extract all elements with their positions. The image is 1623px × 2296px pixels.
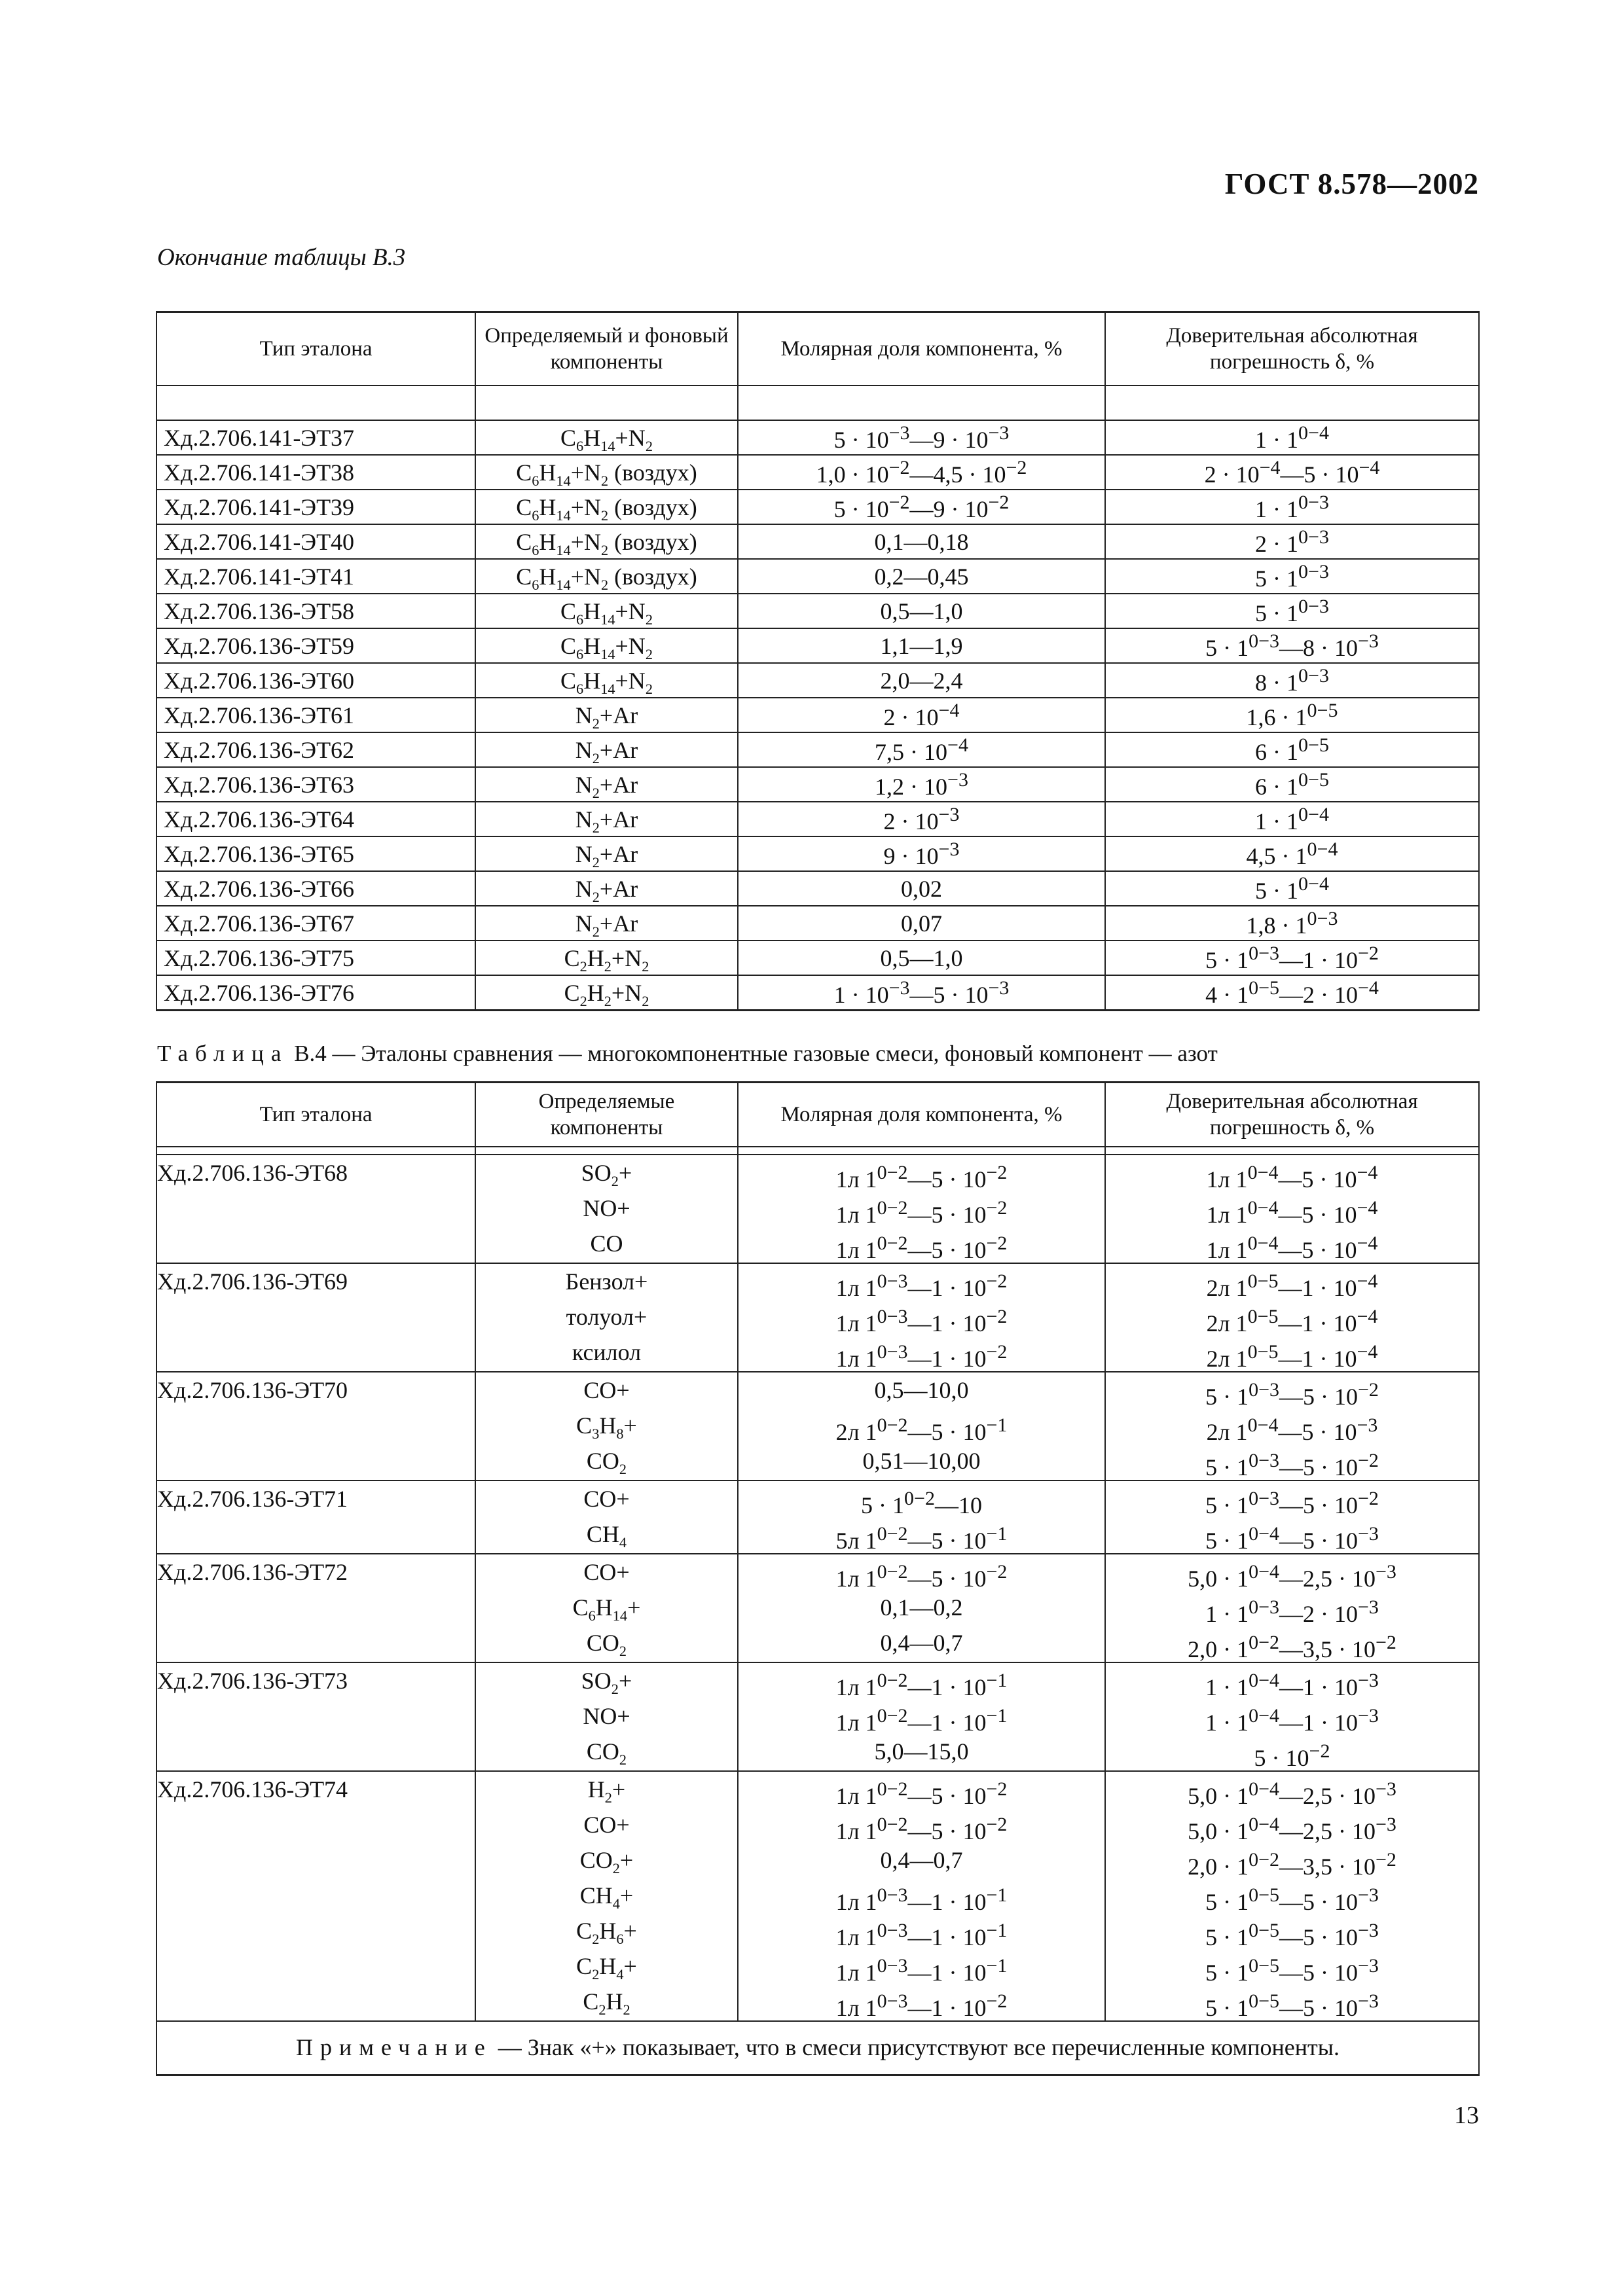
standard-type-cell: Хд.2.706.136-ЭТ58 (156, 594, 475, 628)
components-cell (475, 1771, 738, 2021)
molar-fraction-item: 0,4—0,7 (880, 1630, 963, 1656)
components-cell: $C_6H_{14}+N_2$ (475, 420, 738, 455)
error-cell: $1 \cdot 1^{0-3}$ (1105, 490, 1479, 524)
component-item: CO+ (583, 1486, 630, 1512)
standard-type-cell: Хд.2.706.136-ЭТ68 (156, 1155, 475, 1263)
component-item: $C_3H_8+$ (576, 1412, 637, 1442)
molar-fraction-item: $5 \cdot 1^{0-2}—10$ (861, 1488, 982, 1518)
error-item: $5,0 \cdot 1^{0-4}—2,5 \cdot 10^{-3}$ (1188, 1778, 1396, 1809)
components-cell (475, 1554, 738, 1662)
table-row (156, 1263, 1479, 1372)
components-cell: $C_6H_{14}+N_2$ (475, 663, 738, 698)
table-row (156, 559, 1479, 594)
components-cell: $N_2+Ar$ (475, 836, 738, 871)
error-item: $5,0 \cdot 1^{0-4}—2,5 \cdot 10^{-3}$ (1188, 1814, 1396, 1844)
component-item: $CO_2$ (586, 1448, 627, 1477)
standard-type-cell: Хд.2.706.136-ЭТ60 (156, 663, 475, 698)
table-row (156, 420, 1479, 455)
molar-fraction-item: 1л $1^{0-3}—1 \cdot 10^{-1}$ (835, 1955, 1008, 1986)
error-cell: $5 \cdot 1^{0-3}$ (1105, 594, 1479, 628)
molar-fraction-cell: $1,2 \cdot 10^{-3}$ (738, 767, 1105, 802)
standard-type-cell: Хд.2.706.136-ЭТ63 (156, 767, 475, 802)
components-cell: $C_2H_2+N_2$ (475, 941, 738, 975)
component-item: CO (590, 1230, 623, 1257)
table-note (156, 2021, 1479, 2075)
components-cell (475, 1372, 738, 1480)
molar-fraction-item: 1л $1^{0-2}—1 \cdot 10^{-1}$ (835, 1670, 1008, 1700)
component-item: NO+ (583, 1703, 630, 1729)
component-item: $CO_2$ (586, 1738, 627, 1768)
standard-type-cell: Хд.2.706.136-ЭТ64 (156, 802, 475, 836)
components-cell: $C_6H_{14}+N_2$ (475, 594, 738, 628)
component-item: Бензол+ (565, 1268, 648, 1295)
error-item: 2л $1^{0-5}—1 \cdot 10^{-4}$ (1206, 1270, 1378, 1301)
molar-fraction-item: 0,51—10,00 (862, 1448, 981, 1474)
table-row (156, 663, 1479, 698)
molar-fraction-cell: 0,5—1,0 (738, 594, 1105, 628)
molar-fraction-item: 1л $1^{0-2}—5 \cdot 10^{-2}$ (835, 1232, 1008, 1263)
components-cell: $C_6H_{14}+N_2$ (воздух) (475, 524, 738, 559)
molar-fraction-item: 0,5—10,0 (874, 1377, 969, 1403)
molar-fraction-item: 5л $1^{0-2}—5 \cdot 10^{-1}$ (835, 1523, 1008, 1554)
table-row (156, 524, 1479, 559)
error-item: $5 \cdot 1^{0-5}—5 \cdot 10^{-3}$ (1205, 1920, 1379, 1950)
error-item: $5 \cdot 1^{0-3}—5 \cdot 10^{-2}$ (1205, 1488, 1379, 1518)
components-cell: $C_6H_{14}+N_2$ (воздух) (475, 559, 738, 594)
components-cell (475, 1263, 738, 1372)
standard-type-cell: Хд.2.706.141-ЭТ39 (156, 490, 475, 524)
molar-fraction-cell: $5 \cdot 10^{-3}—9 \cdot 10^{-3}$ (738, 420, 1105, 455)
table-row (156, 594, 1479, 628)
error-cell (1105, 1771, 1479, 2021)
page-number: 13 (1454, 2102, 1479, 2129)
column-header: Доверительная абсолютная погрешность δ, % (1105, 312, 1479, 386)
components-cell: $C_6H_{14}+N_2$ (воздух) (475, 455, 738, 490)
error-item: $5 \cdot 1^{0-3}—5 \cdot 10^{-2}$ (1205, 1450, 1379, 1480)
standard-type-cell: Хд.2.706.136-ЭТ61 (156, 698, 475, 732)
table-row (156, 767, 1479, 802)
table-row (156, 836, 1479, 871)
table-row (156, 1155, 1479, 1263)
components-cell: $N_2+Ar$ (475, 906, 738, 941)
error-item: 2л $1^{0-5}—1 \cdot 10^{-4}$ (1206, 1341, 1378, 1372)
components-cell (475, 1155, 738, 1263)
table-row (156, 1372, 1479, 1480)
molar-fraction-item: 1л $1^{0-3}—1 \cdot 10^{-2}$ (835, 1306, 1008, 1336)
component-item: $C_6H_{14}+$ (572, 1594, 641, 1624)
error-item: $2,0 \cdot 1^{0-2}—3,5 \cdot 10^{-2}$ (1188, 1632, 1396, 1662)
molar-fraction-cell (738, 1771, 1105, 2021)
molar-fraction-item: 1л $1^{0-3}—1 \cdot 10^{-2}$ (835, 1341, 1008, 1372)
table-continuation-label: Окончание таблицы В.3 (157, 244, 406, 271)
error-cell: $1,8 \cdot 1^{0-3}$ (1105, 906, 1479, 941)
component-item: ксилол (572, 1339, 642, 1365)
components-cell: $C_6H_{14}+N_2$ (475, 628, 738, 663)
error-item: 1л $1^{0-4}—5 \cdot 10^{-4}$ (1206, 1232, 1378, 1263)
standard-type-cell: Хд.2.706.136-ЭТ66 (156, 871, 475, 906)
error-cell (1105, 1662, 1479, 1771)
molar-fraction-cell (738, 1662, 1105, 1771)
components-cell: $N_2+Ar$ (475, 732, 738, 767)
components-cell (475, 1480, 738, 1554)
error-item: $2,0 \cdot 1^{0-2}—3,5 \cdot 10^{-2}$ (1188, 1849, 1396, 1880)
molar-fraction-cell: 2,0—2,4 (738, 663, 1105, 698)
component-item: NO+ (583, 1195, 630, 1221)
error-cell: $5 \cdot 1^{0-3}—8 \cdot 10^{-3}$ (1105, 628, 1479, 663)
error-item: 2л $1^{0-5}—1 \cdot 10^{-4}$ (1206, 1306, 1378, 1336)
error-cell: $6 \cdot 1^{0-5}$ (1105, 767, 1479, 802)
caption-word: Таблица (157, 1041, 289, 1066)
error-item: $1 \cdot 1^{0-4}—1 \cdot 10^{-3}$ (1205, 1705, 1379, 1736)
molar-fraction-item: 1л $1^{0-3}—1 \cdot 10^{-1}$ (835, 1920, 1008, 1950)
components-cell (475, 1662, 738, 1771)
column-header: Доверительная абсолютная погрешность δ, % (1105, 1083, 1479, 1147)
molar-fraction-item: 1л $1^{0-2}—5 \cdot 10^{-2}$ (835, 1162, 1008, 1193)
table-row (156, 732, 1479, 767)
molar-fraction-item: 1л $1^{0-3}—1 \cdot 10^{-1}$ (835, 1884, 1008, 1915)
molar-fraction-cell (738, 1372, 1105, 1480)
column-header: Тип эталона (156, 312, 475, 386)
error-cell (1105, 1263, 1479, 1372)
table-note-row (156, 2021, 1479, 2075)
table-b4-caption (157, 1041, 1218, 1067)
standard-type-cell: Хд.2.706.136-ЭТ74 (156, 1771, 475, 2021)
molar-fraction-item: 0,1—0,2 (880, 1594, 963, 1621)
error-item: $5 \cdot 10^{-2}$ (1254, 1740, 1330, 1771)
component-item: $C_2H_4+$ (576, 1953, 637, 1982)
column-header: Тип эталона (156, 1083, 475, 1147)
table-row (156, 906, 1479, 941)
table-b3-header (156, 312, 1479, 386)
molar-fraction-cell: $1,0 \cdot 10^{-2}—4,5 \cdot 10^{-2}$ (738, 455, 1105, 490)
component-item: $H_2+$ (587, 1776, 626, 1806)
component-item: $C_2H_6+$ (576, 1918, 637, 1947)
error-cell: $4,5 \cdot 1^{0-4}$ (1105, 836, 1479, 871)
table-row (156, 1480, 1479, 1554)
table-row (156, 871, 1479, 906)
standard-type-cell: Хд.2.706.136-ЭТ67 (156, 906, 475, 941)
error-item: $5 \cdot 1^{0-3}—5 \cdot 10^{-2}$ (1205, 1379, 1379, 1410)
column-header: Молярная доля компонента, % (738, 1083, 1105, 1147)
standard-type-cell: Хд.2.706.136-ЭТ73 (156, 1662, 475, 1771)
standard-type-cell: Хд.2.706.136-ЭТ70 (156, 1372, 475, 1480)
molar-fraction-item: 1л $1^{0-3}—1 \cdot 10^{-2}$ (835, 1990, 1008, 2021)
table-row (156, 802, 1479, 836)
molar-fraction-cell (738, 1155, 1105, 1263)
component-item: CO+ (583, 1812, 630, 1838)
components-cell: $N_2+Ar$ (475, 767, 738, 802)
molar-fraction-item: 1л $1^{0-3}—1 \cdot 10^{-2}$ (835, 1270, 1008, 1301)
error-cell: $5 \cdot 1^{0-3}$ (1105, 559, 1479, 594)
component-item: CO+ (583, 1377, 630, 1403)
table-b4 (156, 1081, 1480, 2076)
table-row (156, 628, 1479, 663)
error-item: $5 \cdot 1^{0-5}—5 \cdot 10^{-3}$ (1205, 1884, 1379, 1915)
molar-fraction-item: 1л $1^{0-2}—5 \cdot 10^{-2}$ (835, 1561, 1008, 1592)
table-row (156, 975, 1479, 1011)
molar-fraction-item: 5,0—15,0 (874, 1738, 969, 1765)
standard-type-cell: Хд.2.706.136-ЭТ59 (156, 628, 475, 663)
standard-type-cell: Хд.2.706.136-ЭТ75 (156, 941, 475, 975)
molar-fraction-item: 1л $1^{0-2}—5 \cdot 10^{-2}$ (835, 1814, 1008, 1844)
table-row (156, 1554, 1479, 1662)
component-item: $CO_2$ (586, 1630, 627, 1659)
error-cell: $1,6 \cdot 1^{0-5}$ (1105, 698, 1479, 732)
component-item: $SO_2+$ (581, 1668, 632, 1697)
component-item: $CH_4+$ (579, 1882, 634, 1912)
component-item: $CH_4$ (586, 1521, 627, 1551)
molar-fraction-cell: 0,07 (738, 906, 1105, 941)
components-cell: $C_6H_{14}+N_2$ (воздух) (475, 490, 738, 524)
molar-fraction-cell: $1 \cdot 10^{-3}—5 \cdot 10^{-3}$ (738, 975, 1105, 1011)
error-cell: $4 \cdot 1^{0-5}—2 \cdot 10^{-4}$ (1105, 975, 1479, 1011)
table-row (156, 1771, 1479, 2021)
error-cell: $1 \cdot 1^{0-4}$ (1105, 420, 1479, 455)
standard-type-cell: Хд.2.706.136-ЭТ65 (156, 836, 475, 871)
molar-fraction-cell: 0,2—0,45 (738, 559, 1105, 594)
components-cell: $N_2+Ar$ (475, 871, 738, 906)
molar-fraction-cell (738, 1554, 1105, 1662)
column-header: Молярная доля компонента, % (738, 312, 1105, 386)
components-cell: $C_2H_2+N_2$ (475, 975, 738, 1011)
molar-fraction-cell: $7,5 \cdot 10^{-4}$ (738, 732, 1105, 767)
table-row (156, 941, 1479, 975)
error-item: 1л $1^{0-4}—5 \cdot 10^{-4}$ (1206, 1162, 1378, 1193)
molar-fraction-cell: 0,5—1,0 (738, 941, 1105, 975)
components-cell: $N_2+Ar$ (475, 802, 738, 836)
error-cell (1105, 1372, 1479, 1480)
standard-type-cell: Хд.2.706.141-ЭТ40 (156, 524, 475, 559)
error-cell: $5 \cdot 1^{0-4}$ (1105, 871, 1479, 906)
molar-fraction-cell: 1,1—1,9 (738, 628, 1105, 663)
error-cell: $6 \cdot 1^{0-5}$ (1105, 732, 1479, 767)
error-item: 1л $1^{0-4}—5 \cdot 10^{-4}$ (1206, 1197, 1378, 1228)
molar-fraction-item: 1л $1^{0-2}—1 \cdot 10^{-1}$ (835, 1705, 1008, 1736)
error-item: $5 \cdot 1^{0-5}—5 \cdot 10^{-3}$ (1205, 1955, 1379, 1986)
component-item: $SO_2+$ (581, 1160, 632, 1189)
molar-fraction-cell: $5 \cdot 10^{-2}—9 \cdot 10^{-2}$ (738, 490, 1105, 524)
error-cell (1105, 1554, 1479, 1662)
standard-type-cell: Хд.2.706.141-ЭТ38 (156, 455, 475, 490)
column-header: Определяемый и фоновый компоненты (475, 312, 738, 386)
error-cell: $2 \cdot 1^{0-3}$ (1105, 524, 1479, 559)
molar-fraction-cell: $2 \cdot 10^{-4}$ (738, 698, 1105, 732)
standard-type-cell: Хд.2.706.136-ЭТ71 (156, 1480, 475, 1554)
note-text: — Знак «+» показывает, что в смеси присутствуют все перечисленные компоненты. (492, 2034, 1340, 2060)
table-row (156, 1662, 1479, 1771)
molar-fraction-cell: $2 \cdot 10^{-3}$ (738, 802, 1105, 836)
components-cell: $N_2+Ar$ (475, 698, 738, 732)
molar-fraction-item: 0,4—0,7 (880, 1847, 963, 1873)
error-item: $5 \cdot 1^{0-5}—5 \cdot 10^{-3}$ (1205, 1990, 1379, 2021)
component-item: толуол+ (566, 1304, 647, 1330)
error-cell: $5 \cdot 1^{0-3}—1 \cdot 10^{-2}$ (1105, 941, 1479, 975)
molar-fraction-cell: 0,02 (738, 871, 1105, 906)
error-item: 2л $1^{0-4}—5 \cdot 10^{-3}$ (1206, 1414, 1378, 1445)
component-item: $C_2H_2$ (583, 1988, 630, 2018)
standard-type-cell: Хд.2.706.136-ЭТ69 (156, 1263, 475, 1372)
error-item: $1 \cdot 1^{0-3}—2 \cdot 10^{-3}$ (1205, 1596, 1379, 1627)
error-cell: $8 \cdot 1^{0-3}$ (1105, 663, 1479, 698)
standard-type-cell: Хд.2.706.141-ЭТ41 (156, 559, 475, 594)
standard-type-cell: Хд.2.706.141-ЭТ37 (156, 420, 475, 455)
caption-text: В.4 — Эталоны сравнения — многокомпонентные газовые смеси, фоновый компонент — азот (288, 1041, 1218, 1066)
molar-fraction-cell (738, 1480, 1105, 1554)
note-word: Примечание (296, 2034, 492, 2060)
table-b4-header (156, 1083, 1479, 1147)
error-cell: $1 \cdot 1^{0-4}$ (1105, 802, 1479, 836)
component-item: $CO_2+$ (579, 1847, 634, 1876)
error-cell (1105, 1155, 1479, 1263)
table-row (156, 698, 1479, 732)
molar-fraction-item: 1л $1^{0-2}—5 \cdot 10^{-2}$ (835, 1197, 1008, 1228)
error-item: $5 \cdot 1^{0-4}—5 \cdot 10^{-3}$ (1205, 1523, 1379, 1554)
standard-type-cell: Хд.2.706.136-ЭТ62 (156, 732, 475, 767)
error-item: $5,0 \cdot 1^{0-4}—2,5 \cdot 10^{-3}$ (1188, 1561, 1396, 1592)
molar-fraction-cell (738, 1263, 1105, 1372)
component-item: CO+ (583, 1559, 630, 1585)
document-code: ГОСТ 8.578—2002 (1224, 168, 1479, 200)
column-header: Определяемые компоненты (475, 1083, 738, 1147)
molar-fraction-item: 2л $1^{0-2}—5 \cdot 10^{-1}$ (835, 1414, 1008, 1445)
molar-fraction-cell: $9 \cdot 10^{-3}$ (738, 836, 1105, 871)
error-cell: $2 \cdot 10^{-4}—5 \cdot 10^{-4}$ (1105, 455, 1479, 490)
standard-type-cell: Хд.2.706.136-ЭТ72 (156, 1554, 475, 1662)
table-row (156, 455, 1479, 490)
molar-fraction-item: 1л $1^{0-2}—5 \cdot 10^{-2}$ (835, 1778, 1008, 1809)
molar-fraction-cell: 0,1—0,18 (738, 524, 1105, 559)
table-b3 (156, 311, 1480, 1011)
error-item: $1 \cdot 1^{0-4}—1 \cdot 10^{-3}$ (1205, 1670, 1379, 1700)
table-b4-body (156, 1155, 1479, 2021)
standard-type-cell: Хд.2.706.136-ЭТ76 (156, 975, 475, 1011)
error-cell (1105, 1480, 1479, 1554)
table-b3-body (156, 420, 1479, 1011)
table-row (156, 490, 1479, 524)
